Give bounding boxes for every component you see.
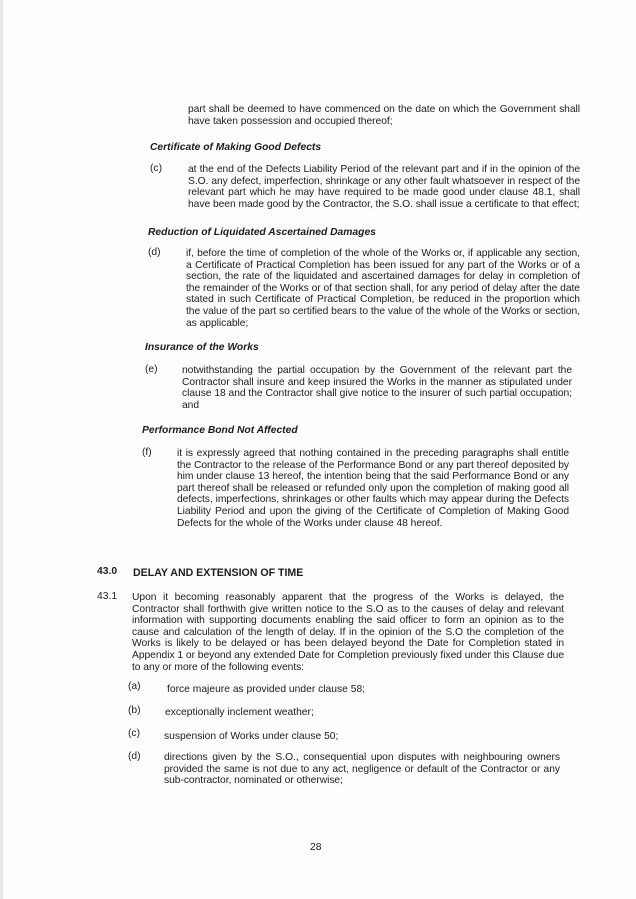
heading-performance-bond-not-affected: Performance Bond Not Affected	[142, 425, 298, 436]
clause-label-e: (e)	[145, 364, 158, 375]
event-text-b: exceptionally inclement weather;	[165, 707, 314, 718]
continuation-paragraph: part shall be deemed to have commenced on the date on which the Government shall have taken possession and occupied thereof;	[188, 104, 580, 127]
event-text-d: directions given by the S.O., consequential upon disputes with neighbouring owners provided the same is not due to any act, negligence or default of the Contractor or any sub-contractor, nominated or otherwise;	[164, 752, 560, 787]
clause-label-f: (f)	[142, 447, 152, 458]
event-label-a: (a)	[128, 681, 141, 692]
clause-text-c: at the end of the Defects Liability Period of the relevant part and if in the opinion of the S.O. any defect, imperfection, shrinkage or any other fault whatsoever in respect of the relevant part which he may have required to be made good under clause 48.1, shall have been made good by the Contractor, the S.O. shall issue a certificate to that effect;	[188, 164, 580, 210]
event-label-b: (b)	[128, 705, 141, 716]
clause-text-f: it is expressly agreed that nothing contained in the preceding paragraphs shall entitle the Contractor to the release of the Performance Bond or any part thereof deposited by him under clause 13 hereof, the intention being that the said Performance Bond or any part thereof shall be released or refunded only upon the completion of making good all defects, imperfections, shrinkages or other faults which may appear during the Defects Liability Period and upon the giving of the Certificate of Completion of Making Good Defects for the whole of the Works under clause 48 hereof.	[177, 448, 569, 529]
heading-reduction-liquidated-damages: Reduction of Liquidated Ascertained Damages	[148, 227, 376, 238]
clause-label-d: (d)	[148, 247, 161, 258]
heading-insurance-of-works: Insurance of the Works	[145, 342, 259, 353]
clause-label-c: (c)	[150, 163, 163, 174]
event-text-c: suspension of Works under clause 50;	[164, 731, 339, 742]
heading-certificate-making-good-defects: Certificate of Making Good Defects	[150, 142, 322, 153]
page-number: 28	[310, 842, 322, 853]
event-label-c: (c)	[128, 728, 141, 739]
subsection-number: 43.1	[97, 591, 118, 602]
event-label-d: (d)	[128, 751, 141, 762]
clause-text-e: notwithstanding the partial occupation by the Government of the relevant part the Contractor shall insure and keep insured the Works in the manner as stipulated under clause 18 and the Contractor shall give notice to the insurer of such partial occupation; and	[182, 365, 572, 411]
subsection-text: Upon it becoming reasonably apparent that the progress of the Works is delayed, the Contractor shall forthwith give written notice to the S.O as to the causes of delay and relevant information with supporting documents enabling the said officer to form an opinion as to the cause and calculation of the length of delay. If in the opinion of the S.O the completion of the Works is likely to be delayed or has been delayed beyond the Date for Completion stated in Appendix 1 or beyond any extended Date for Completion previously fixed under this Clause due to any or more of the following events:	[132, 592, 564, 673]
section-title: DELAY AND EXTENSION OF TIME	[133, 567, 304, 579]
clause-text-d: if, before the time of completion of the whole of the Works or, if applicable any section, a Certificate of Practical Completion has been issued for any part of the Works or of a section, the rate of the liquidated and ascertained damages for delay in completion of the remainder of the Works or of that section shall, for any period of delay after the date stated in such Certificate of Practical Completion, be reduced in the proportion which the value of the part so certified bears to the value of the whole of the Works or section, as applicable;	[186, 248, 580, 329]
event-text-a: force majeure as provided under clause 58;	[167, 684, 366, 695]
scan-edge	[0, 0, 3, 899]
section-number: 43.0	[97, 566, 118, 577]
